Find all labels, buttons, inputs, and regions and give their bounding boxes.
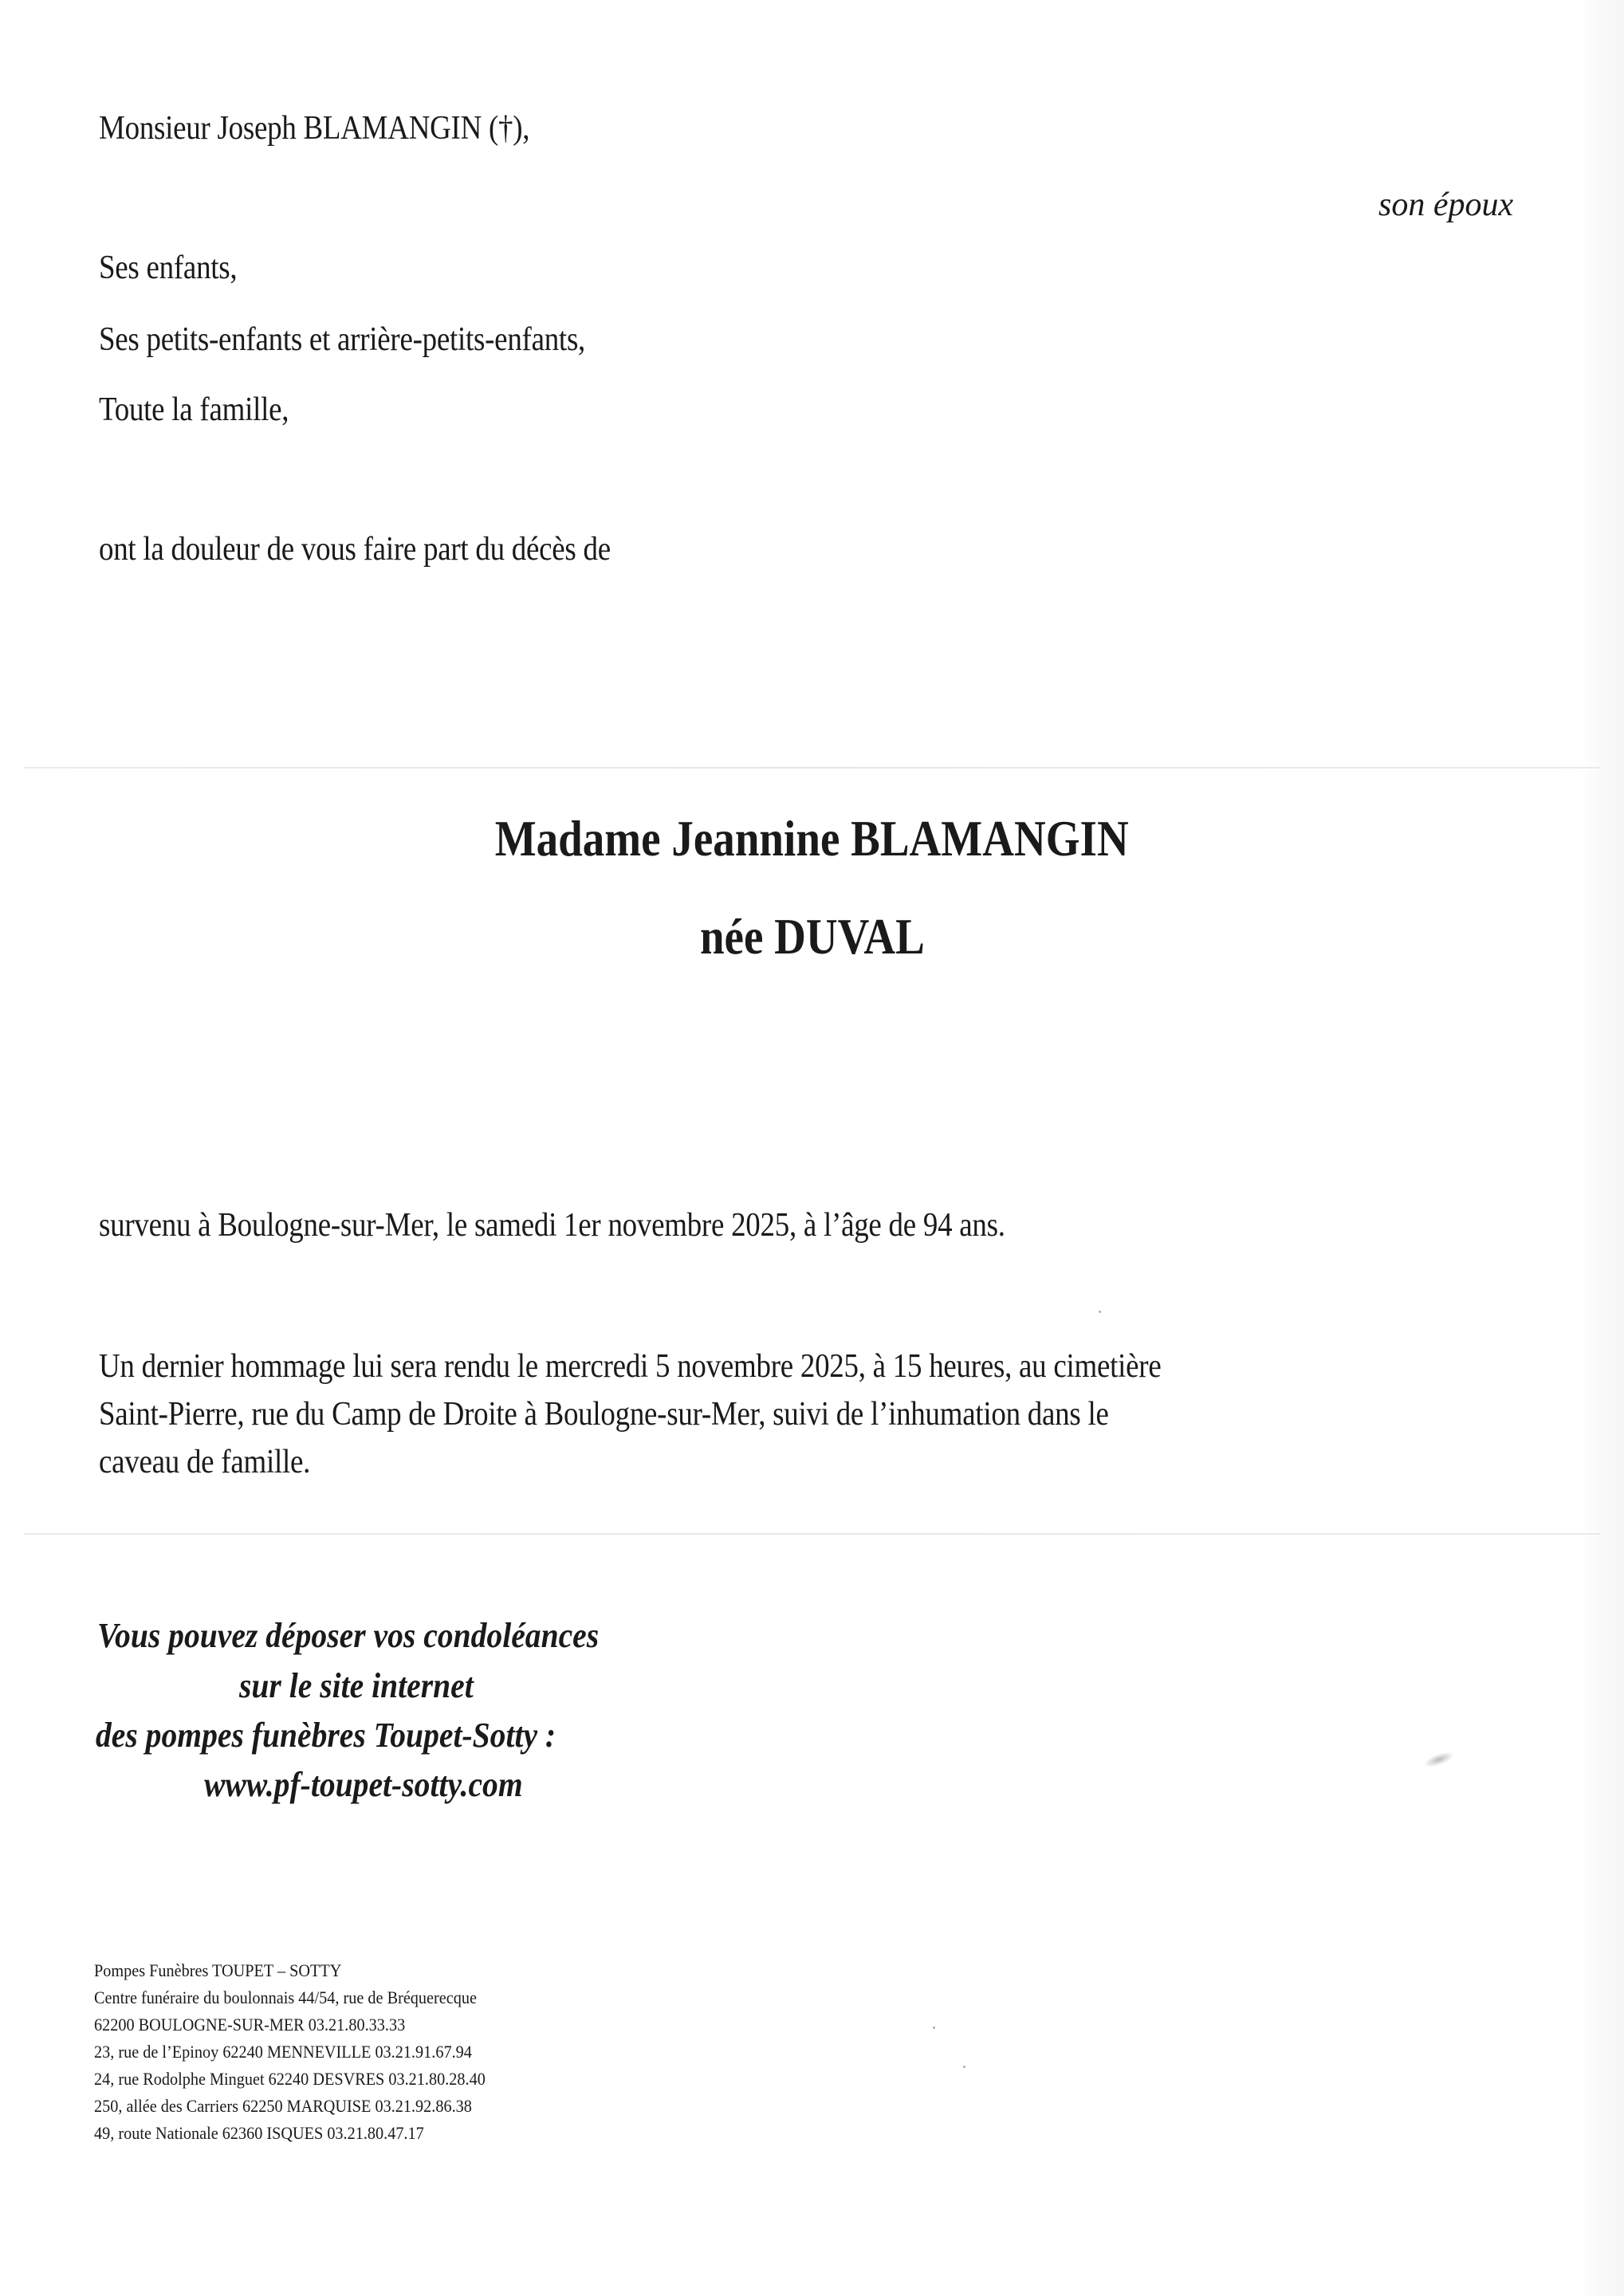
condolences-line-3: des pompes funèbres Toupet-Sotty : xyxy=(96,1716,556,1755)
deceased-name-text: Madame Jeannine BLAMANGIN xyxy=(494,810,1130,867)
family-line-all: Toute la famille, xyxy=(99,391,289,428)
funeral-home-city-phone: 62200 BOULOGNE-SUR-MER 03.21.80.33.33 xyxy=(94,2015,406,2035)
funeral-home-name: Pompes Funèbres TOUPET – SOTTY xyxy=(94,1960,342,1980)
agency-marquise: 250, allée des Carriers 62250 MARQUISE 03.21.92.86.38 xyxy=(94,2096,472,2116)
scan-speck xyxy=(963,2066,965,2068)
fold-line-lower xyxy=(24,1533,1600,1535)
announcement-line: ont la douleur de vous faire part du décès de xyxy=(99,531,611,568)
fold-line xyxy=(24,767,1600,769)
agency-menneville: 23, rue de l’Epinoy 62240 MENNEVILLE 03.21.91.67.94 xyxy=(94,2042,472,2062)
ceremony-line-3: caveau de famille. xyxy=(99,1444,311,1480)
spouse-line: Monsieur Joseph BLAMANGIN (†), xyxy=(99,110,530,147)
family-line-children: Ses enfants, xyxy=(99,250,238,286)
agency-desvres: 24, rue Rodolphe Minguet 62240 DESVRES 03.21.80.28.40 xyxy=(94,2069,486,2089)
death-details: survenu à Boulogne-sur-Mer, le samedi 1er novembre 2025, à l’âge de 94 ans. xyxy=(99,1207,1005,1244)
family-line-grandchildren: Ses petits-enfants et arrière-petits-enfants, xyxy=(99,321,586,358)
funeral-home-contact xyxy=(94,1957,520,2147)
agency-isques: 49, route Nationale 62360 ISQUES 03.21.80.47.17 xyxy=(94,2123,424,2143)
condolences-line-2: sur le site internet xyxy=(239,1666,474,1705)
ceremony-line-1: Un dernier hommage lui sera rendu le mercredi 5 novembre 2025, à 15 heures, au cimetière xyxy=(99,1348,1162,1385)
condolences-line-1: Vous pouvez déposer vos condoléances xyxy=(97,1616,600,1655)
ceremony-line-2: Saint-Pierre, rue du Camp de Droite à Boulogne-sur-Mer, suivi de l’inhumation dans le xyxy=(99,1396,1109,1433)
scan-edge-shadow xyxy=(1576,0,1624,2296)
deceased-maiden-name-text: née DUVAL xyxy=(699,908,925,965)
condolences-website[interactable]: www.pf-toupet-sotty.com xyxy=(204,1765,523,1804)
scan-speck xyxy=(1099,1311,1101,1313)
funeral-home-address: Centre funéraire du boulonnais 44/54, rue de Bréquerecque xyxy=(94,1987,477,2007)
scan-smudge xyxy=(1422,1749,1456,1771)
deceased-maiden-name xyxy=(0,908,1624,965)
spouse-role: son époux xyxy=(1378,187,1514,223)
scan-speck xyxy=(933,2027,935,2029)
deceased-name xyxy=(0,810,1624,867)
